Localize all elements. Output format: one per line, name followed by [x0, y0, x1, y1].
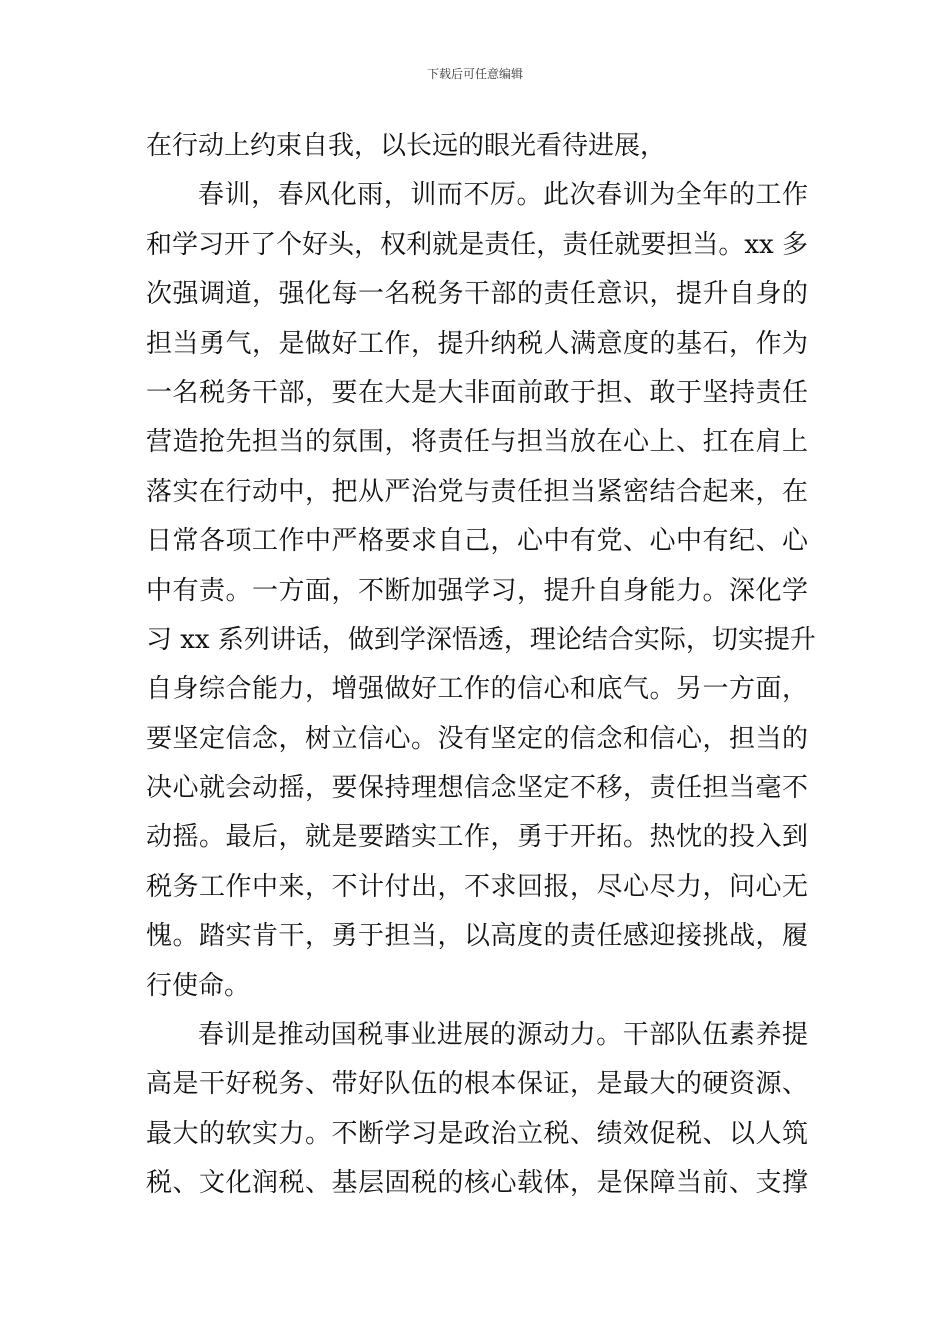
- header-text: 下载后可任意编辑: [426, 67, 523, 81]
- paragraph-line: 一名税务干部，要在大是大非面前敢于担、敢于坚持责任: [146, 377, 808, 408]
- paragraph-line: 决心就会动摇，要保持理想信念坚定不移，责任担当毫不: [146, 773, 808, 804]
- paragraph-line: 中有责。一方面，不断加强学习，提升自身能力。深化学: [146, 575, 808, 606]
- paragraph: [146, 122, 808, 171]
- paragraph: [146, 171, 816, 1011]
- paragraph-line: 自身综合能力，增强做好工作的信心和底气。另一方面，: [146, 674, 808, 705]
- page-header: [0, 66, 950, 82]
- paragraph-line: 税、文化润税、基层固税的核心载体，是保障当前、支撑: [146, 1168, 808, 1199]
- paragraph-line: 落实在行动中，把从严治党与责任担当紧密结合起来，在: [146, 476, 808, 507]
- paragraph-line: 要坚定信念，树立信心。没有坚定的信念和信心，担当的: [146, 723, 808, 754]
- paragraph-line: 春训，春风化雨，训而不厉。此次春训为全年的工作: [198, 180, 808, 211]
- paragraph: [146, 1011, 808, 1209]
- paragraph-line: 日常各项工作中严格要求自己，心中有党、心中有纪、心: [146, 526, 808, 557]
- paragraph-line: 次强调道，强化每一名税务干部的责任意识，提升自身的: [146, 279, 808, 310]
- paragraph-line: 习 xx 系列讲话，做到学深悟透，理论结合实际，切实提升: [146, 624, 816, 655]
- paragraph-line: 在行动上约束自我，以长远的眼光看待进展，: [146, 131, 667, 161]
- paragraph-line: 行使命。: [146, 970, 251, 1001]
- paragraph-line: 和学习开了个好头，权利就是责任，责任就要担当。xx 多: [146, 229, 808, 260]
- paragraph-line: 春训是推动国税事业进展的源动力。干部队伍素养提: [198, 1020, 808, 1051]
- paragraph-line: 税务工作中来，不计付出，不求回报，尽心尽力，问心无: [146, 871, 808, 902]
- paragraph-line: 最大的软实力。不断学习是政治立税、绩效促税、以人筑: [146, 1118, 808, 1149]
- document-body: [146, 122, 816, 1209]
- paragraph-line: 高是干好税务、带好队伍的根本保证，是最大的硬资源、: [146, 1069, 808, 1100]
- paragraph-line: 担当勇气，是做好工作，提升纳税人满意度的基石，作为: [146, 328, 808, 359]
- paragraph-line: 动摇。最后，就是要踏实工作，勇于开拓。热忱的投入到: [146, 822, 808, 853]
- paragraph-line: 营造抢先担当的氛围，将责任与担当放在心上、扛在肩上: [146, 427, 808, 458]
- paragraph-line: 愧。踏实肯干，勇于担当，以高度的责任感迎接挑战，履: [146, 921, 808, 952]
